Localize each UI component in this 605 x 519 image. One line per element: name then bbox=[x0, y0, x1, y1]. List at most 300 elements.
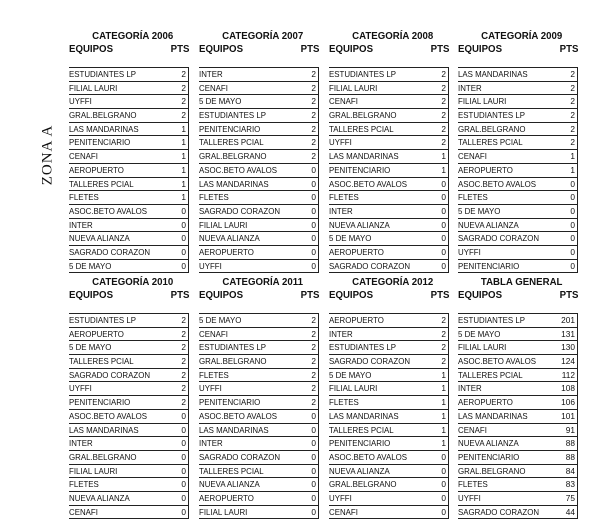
team-name: FILIAL LAURI bbox=[329, 82, 378, 93]
team-name: TALLERES PCIAL bbox=[458, 137, 523, 148]
table-row bbox=[199, 410, 318, 424]
table-row bbox=[199, 328, 318, 342]
team-name: AEROPUERTO bbox=[458, 164, 513, 175]
table-row bbox=[69, 382, 188, 396]
table-row bbox=[458, 219, 577, 233]
team-points: 2 bbox=[570, 82, 575, 93]
team-name: SAGRADO CORAZON bbox=[329, 260, 411, 271]
table-row bbox=[329, 328, 448, 342]
table-row bbox=[199, 341, 318, 355]
team-name: NUEVA ALIANZA bbox=[199, 479, 260, 490]
team-name: ASOC.BETO AVALOS bbox=[458, 356, 536, 367]
table-row bbox=[199, 109, 318, 123]
table-row bbox=[329, 396, 448, 410]
table-row bbox=[69, 150, 188, 164]
team-points: 2 bbox=[181, 397, 186, 408]
team-points: 1 bbox=[181, 164, 186, 175]
table-header bbox=[199, 43, 319, 56]
table-title: CATEGORÍA 2012 bbox=[352, 276, 434, 288]
team-name: FLETES bbox=[69, 479, 99, 490]
team-name: AEROPUERTO bbox=[69, 164, 124, 175]
table-row bbox=[199, 232, 318, 246]
team-name: FLETES bbox=[69, 192, 99, 203]
team-name: SAGRADO CORAZON bbox=[199, 205, 281, 216]
team-name: INTER bbox=[199, 438, 223, 449]
team-name: 5 DE MAYO bbox=[329, 369, 372, 380]
team-points: 2 bbox=[311, 328, 316, 339]
team-points: 0 bbox=[570, 192, 575, 203]
table-header bbox=[199, 289, 319, 302]
table-row bbox=[199, 465, 318, 479]
table-row bbox=[199, 369, 318, 383]
table-row bbox=[329, 478, 448, 492]
table-categoria-2012 bbox=[329, 276, 449, 519]
table-row bbox=[329, 465, 448, 479]
table-row bbox=[199, 95, 318, 109]
team-points: 2 bbox=[311, 342, 316, 353]
team-points: 2 bbox=[441, 96, 446, 107]
table-body bbox=[199, 313, 319, 519]
team-points: 0 bbox=[311, 506, 316, 517]
table-header bbox=[458, 43, 578, 56]
team-points: 0 bbox=[311, 164, 316, 175]
team-points: 2 bbox=[441, 356, 446, 367]
team-points: 0 bbox=[570, 233, 575, 244]
team-name: 5 DE MAYO bbox=[199, 96, 242, 107]
table-row bbox=[458, 451, 577, 465]
table-row bbox=[69, 82, 188, 96]
team-points: 2 bbox=[441, 315, 446, 325]
table-row bbox=[199, 164, 318, 178]
team-name: UYFFI bbox=[199, 383, 222, 394]
team-points: 2 bbox=[181, 96, 186, 107]
team-points: 1 bbox=[441, 424, 446, 435]
table-row bbox=[458, 82, 577, 96]
table-row bbox=[458, 437, 577, 451]
table-row bbox=[199, 123, 318, 137]
column-header-equipos: EQUIPOS bbox=[329, 289, 374, 301]
table-row bbox=[199, 246, 318, 260]
team-points: 2 bbox=[441, 328, 446, 339]
table-title: CATEGORÍA 2006 bbox=[92, 30, 174, 42]
team-points: 2 bbox=[441, 110, 446, 121]
team-points: 0 bbox=[441, 205, 446, 216]
table-row bbox=[458, 164, 577, 178]
team-points: 0 bbox=[441, 246, 446, 257]
team-points: 0 bbox=[181, 260, 186, 271]
team-name: FLETES bbox=[458, 192, 488, 203]
team-name: TALLERES PCIAL bbox=[69, 356, 134, 367]
team-points: 2 bbox=[311, 315, 316, 325]
table-row bbox=[329, 437, 448, 451]
table-row bbox=[199, 437, 318, 451]
team-name: NUEVA ALIANZA bbox=[69, 233, 130, 244]
team-name: 5 DE MAYO bbox=[458, 328, 501, 339]
team-name: AEROPUERTO bbox=[199, 246, 254, 257]
team-points: 2 bbox=[311, 383, 316, 394]
table-row bbox=[199, 260, 318, 274]
table-row bbox=[69, 219, 188, 233]
team-name: SAGRADO CORAZON bbox=[69, 246, 151, 257]
team-name: ASOC.BETO AVALOS bbox=[199, 164, 277, 175]
column-header-pts: PTS bbox=[430, 43, 449, 55]
table-row bbox=[329, 424, 448, 438]
table-row bbox=[458, 478, 577, 492]
team-name: GRAL.BELGRANO bbox=[458, 465, 526, 476]
team-name: TALLERES PCIAL bbox=[199, 137, 264, 148]
table-row bbox=[69, 437, 188, 451]
table-row bbox=[69, 465, 188, 479]
team-points: 1 bbox=[570, 164, 575, 175]
team-name: LAS MANDARINAS bbox=[69, 424, 139, 435]
table-row bbox=[199, 478, 318, 492]
team-name: ASOC.BETO AVALOS bbox=[199, 410, 277, 421]
table-row bbox=[199, 506, 318, 519]
team-points: 0 bbox=[311, 438, 316, 449]
team-name: TALLERES PCIAL bbox=[69, 178, 134, 189]
table-header bbox=[458, 289, 578, 302]
team-name: INTER bbox=[329, 328, 353, 339]
team-points: 0 bbox=[181, 438, 186, 449]
table-row bbox=[329, 178, 448, 192]
team-name: FLETES bbox=[329, 192, 359, 203]
team-points: 0 bbox=[311, 479, 316, 490]
team-points: 0 bbox=[441, 233, 446, 244]
table-row bbox=[329, 314, 448, 328]
team-points: 2 bbox=[570, 137, 575, 148]
table-row bbox=[69, 123, 188, 137]
column-header-equipos: EQUIPOS bbox=[329, 43, 374, 55]
team-points: 1 bbox=[441, 410, 446, 421]
team-points: 2 bbox=[181, 82, 186, 93]
table-general bbox=[458, 276, 578, 519]
team-name: FILIAL LAURI bbox=[458, 96, 507, 107]
table-row bbox=[329, 164, 448, 178]
table-header bbox=[69, 43, 189, 56]
table-categoria-2006 bbox=[69, 30, 189, 273]
table-row bbox=[69, 95, 188, 109]
team-name: ASOC.BETO AVALOS bbox=[329, 451, 407, 462]
table-row bbox=[329, 410, 448, 424]
team-points: 2 bbox=[311, 137, 316, 148]
team-name: NUEVA ALIANZA bbox=[69, 492, 130, 503]
team-points: 2 bbox=[441, 123, 446, 134]
team-points: 2 bbox=[570, 110, 575, 121]
table-row bbox=[458, 492, 577, 506]
table-row bbox=[458, 410, 577, 424]
table-row bbox=[458, 178, 577, 192]
team-points: 1 bbox=[441, 151, 446, 162]
team-points: 2 bbox=[441, 69, 446, 79]
table-row bbox=[199, 191, 318, 205]
team-points: 0 bbox=[570, 219, 575, 230]
team-points: 2 bbox=[181, 69, 186, 79]
team-name: LAS MANDARINAS bbox=[458, 410, 528, 421]
team-name: ASOC.BETO AVALOS bbox=[69, 410, 147, 421]
team-name: 5 DE MAYO bbox=[329, 233, 372, 244]
team-name: SAGRADO CORAZON bbox=[329, 356, 411, 367]
table-categoria-2009 bbox=[458, 30, 578, 273]
team-points: 0 bbox=[181, 451, 186, 462]
team-name: SAGRADO CORAZON bbox=[458, 233, 540, 244]
team-name: ASOC.BETO AVALOS bbox=[329, 178, 407, 189]
table-body bbox=[458, 313, 578, 519]
team-points: 1 bbox=[441, 164, 446, 175]
table-row bbox=[69, 369, 188, 383]
team-name: SAGRADO CORAZON bbox=[69, 369, 151, 380]
team-points: 2 bbox=[311, 123, 316, 134]
team-name: LAS MANDARINAS bbox=[199, 178, 269, 189]
team-points: 0 bbox=[441, 178, 446, 189]
team-name: ASOC.BETO AVALOS bbox=[458, 178, 536, 189]
team-name: ESTUDIANTES LP bbox=[329, 342, 397, 353]
team-name: LAS MANDARINAS bbox=[199, 424, 269, 435]
table-row bbox=[69, 205, 188, 219]
table-header bbox=[69, 289, 189, 302]
team-points: 2 bbox=[181, 356, 186, 367]
team-points: 1 bbox=[181, 178, 186, 189]
team-points: 0 bbox=[181, 506, 186, 517]
table-row bbox=[458, 355, 577, 369]
team-points: 0 bbox=[311, 492, 316, 503]
team-points: 2 bbox=[570, 96, 575, 107]
table-row bbox=[329, 492, 448, 506]
team-name: LAS MANDARINAS bbox=[329, 410, 399, 421]
team-points: 0 bbox=[181, 479, 186, 490]
team-name: CENAFI bbox=[69, 506, 98, 517]
table-row bbox=[199, 219, 318, 233]
zone-label bbox=[28, 110, 68, 200]
team-points: 2 bbox=[181, 342, 186, 353]
team-points: 2 bbox=[311, 356, 316, 367]
team-name: FILIAL LAURI bbox=[199, 506, 248, 517]
team-name: NUEVA ALIANZA bbox=[458, 438, 519, 449]
table-row bbox=[458, 246, 577, 260]
table-categoria-2010 bbox=[69, 276, 189, 519]
team-name: PENITENCIARIO bbox=[69, 137, 131, 148]
team-points: 0 bbox=[570, 205, 575, 216]
column-header-pts: PTS bbox=[170, 289, 189, 301]
team-points: 2 bbox=[311, 82, 316, 93]
table-row bbox=[199, 150, 318, 164]
zone-label-text: ZONA A bbox=[39, 124, 56, 186]
table-row bbox=[458, 205, 577, 219]
table-row bbox=[458, 109, 577, 123]
team-name: INTER bbox=[69, 219, 93, 230]
column-header-equipos: EQUIPOS bbox=[199, 289, 244, 301]
table-row bbox=[458, 95, 577, 109]
table-row bbox=[329, 205, 448, 219]
team-points: 0 bbox=[311, 465, 316, 476]
team-points: 88 bbox=[565, 438, 575, 449]
table-row bbox=[458, 150, 577, 164]
team-points: 0 bbox=[570, 260, 575, 271]
team-points: 1 bbox=[570, 151, 575, 162]
table-row bbox=[69, 355, 188, 369]
table-title: TABLA GENERAL bbox=[480, 276, 563, 288]
table-header bbox=[329, 43, 449, 56]
team-name: UYFFI bbox=[69, 383, 92, 394]
team-points: 0 bbox=[311, 424, 316, 435]
team-points: 0 bbox=[441, 219, 446, 230]
team-name: TALLERES PCIAL bbox=[329, 424, 394, 435]
team-name: ESTUDIANTES LP bbox=[199, 110, 267, 121]
team-points: 0 bbox=[570, 178, 575, 189]
team-name: NUEVA ALIANZA bbox=[458, 219, 519, 230]
team-name: SAGRADO CORAZON bbox=[458, 506, 540, 517]
team-name: GRAL.BELGRANO bbox=[69, 110, 137, 121]
team-name: LAS MANDARINAS bbox=[329, 151, 399, 162]
team-name: FILIAL LAURI bbox=[458, 342, 507, 353]
table-body bbox=[199, 67, 319, 273]
team-points: 0 bbox=[311, 410, 316, 421]
table-row bbox=[69, 492, 188, 506]
table-row bbox=[199, 492, 318, 506]
table-row bbox=[329, 369, 448, 383]
team-points: 0 bbox=[441, 260, 446, 271]
table-row bbox=[329, 123, 448, 137]
team-name: AEROPUERTO bbox=[199, 492, 254, 503]
table-row bbox=[458, 341, 577, 355]
column-header-equipos: EQUIPOS bbox=[199, 43, 244, 55]
table-row bbox=[69, 191, 188, 205]
team-name: LAS MANDARINAS bbox=[69, 123, 139, 134]
table-row bbox=[199, 136, 318, 150]
table-row bbox=[329, 232, 448, 246]
table-body bbox=[69, 313, 189, 519]
team-points: 84 bbox=[565, 465, 575, 476]
team-points: 0 bbox=[311, 233, 316, 244]
team-points: 1 bbox=[181, 151, 186, 162]
team-points: 2 bbox=[570, 123, 575, 134]
table-row bbox=[199, 178, 318, 192]
team-name: ESTUDIANTES LP bbox=[199, 342, 267, 353]
table-row bbox=[69, 260, 188, 274]
table-row bbox=[458, 382, 577, 396]
column-header-pts: PTS bbox=[559, 289, 578, 301]
table-row bbox=[329, 246, 448, 260]
team-name: UYFFI bbox=[329, 137, 352, 148]
table-title: CATEGORÍA 2007 bbox=[222, 30, 304, 42]
team-name: AEROPUERTO bbox=[329, 315, 384, 325]
team-name: GRAL.BELGRANO bbox=[69, 451, 137, 462]
table-row bbox=[329, 82, 448, 96]
team-name: PENITENCIARIO bbox=[69, 397, 131, 408]
table-row bbox=[458, 68, 577, 82]
table-row bbox=[69, 328, 188, 342]
team-points: 2 bbox=[311, 151, 316, 162]
team-points: 124 bbox=[561, 356, 575, 367]
table-row bbox=[458, 136, 577, 150]
team-name: CENAFI bbox=[199, 328, 228, 339]
team-name: INTER bbox=[329, 205, 353, 216]
team-points: 1 bbox=[441, 383, 446, 394]
team-name: FLETES bbox=[458, 479, 488, 490]
team-name: ESTUDIANTES LP bbox=[458, 315, 526, 325]
team-points: 2 bbox=[181, 110, 186, 121]
team-name: GRAL.BELGRANO bbox=[329, 110, 397, 121]
team-points: 201 bbox=[561, 315, 575, 325]
column-header-equipos: EQUIPOS bbox=[458, 43, 503, 55]
team-name: FLETES bbox=[199, 369, 229, 380]
team-name: FILIAL LAURI bbox=[69, 465, 118, 476]
team-name: NUEVA ALIANZA bbox=[199, 233, 260, 244]
team-name: FLETES bbox=[329, 397, 359, 408]
table-body bbox=[69, 67, 189, 273]
team-points: 101 bbox=[561, 410, 575, 421]
table-row bbox=[199, 205, 318, 219]
team-points: 0 bbox=[181, 492, 186, 503]
table-row bbox=[329, 95, 448, 109]
team-points: 1 bbox=[441, 397, 446, 408]
team-points: 0 bbox=[441, 506, 446, 517]
team-points: 0 bbox=[311, 451, 316, 462]
team-name: GRAL.BELGRANO bbox=[199, 356, 267, 367]
team-name: PENITENCIARIO bbox=[458, 260, 520, 271]
team-points: 44 bbox=[565, 506, 575, 517]
table-row bbox=[329, 191, 448, 205]
table-row bbox=[458, 260, 577, 274]
team-points: 2 bbox=[311, 369, 316, 380]
table-row bbox=[199, 396, 318, 410]
table-categoria-2011 bbox=[199, 276, 319, 519]
table-body bbox=[329, 313, 449, 519]
table-row bbox=[199, 382, 318, 396]
team-points: 0 bbox=[181, 246, 186, 257]
table-row bbox=[199, 355, 318, 369]
team-points: 0 bbox=[311, 192, 316, 203]
team-points: 1 bbox=[181, 192, 186, 203]
team-points: 2 bbox=[311, 110, 316, 121]
team-name: CENAFI bbox=[329, 506, 358, 517]
team-name: 5 DE MAYO bbox=[458, 205, 501, 216]
table-row bbox=[458, 328, 577, 342]
team-name: CENAFI bbox=[329, 96, 358, 107]
table-row bbox=[69, 246, 188, 260]
table-row bbox=[458, 232, 577, 246]
team-points: 88 bbox=[565, 451, 575, 462]
team-points: 91 bbox=[565, 424, 575, 435]
team-points: 2 bbox=[181, 369, 186, 380]
team-name: 5 DE MAYO bbox=[69, 342, 112, 353]
team-name: INTER bbox=[458, 82, 482, 93]
team-name: INTER bbox=[69, 438, 93, 449]
team-name: CENAFI bbox=[458, 424, 487, 435]
team-name: CENAFI bbox=[69, 151, 98, 162]
team-points: 2 bbox=[441, 342, 446, 353]
team-name: UYFFI bbox=[329, 492, 352, 503]
team-name: GRAL.BELGRANO bbox=[329, 479, 397, 490]
table-row bbox=[69, 178, 188, 192]
team-name: UYFFI bbox=[458, 492, 481, 503]
team-name: ASOC.BETO AVALOS bbox=[69, 205, 147, 216]
team-points: 2 bbox=[441, 137, 446, 148]
table-row bbox=[458, 506, 577, 519]
team-points: 83 bbox=[565, 479, 575, 490]
table-row bbox=[69, 396, 188, 410]
team-points: 2 bbox=[181, 383, 186, 394]
table-row bbox=[458, 191, 577, 205]
table-row bbox=[199, 314, 318, 328]
team-name: CENAFI bbox=[458, 151, 487, 162]
table-title: CATEGORÍA 2011 bbox=[222, 276, 303, 288]
team-points: 2 bbox=[311, 397, 316, 408]
team-name: LAS MANDARINAS bbox=[458, 69, 528, 79]
team-points: 0 bbox=[311, 260, 316, 271]
team-points: 75 bbox=[565, 492, 575, 503]
team-points: 2 bbox=[441, 82, 446, 93]
table-categoria-2008 bbox=[329, 30, 449, 273]
